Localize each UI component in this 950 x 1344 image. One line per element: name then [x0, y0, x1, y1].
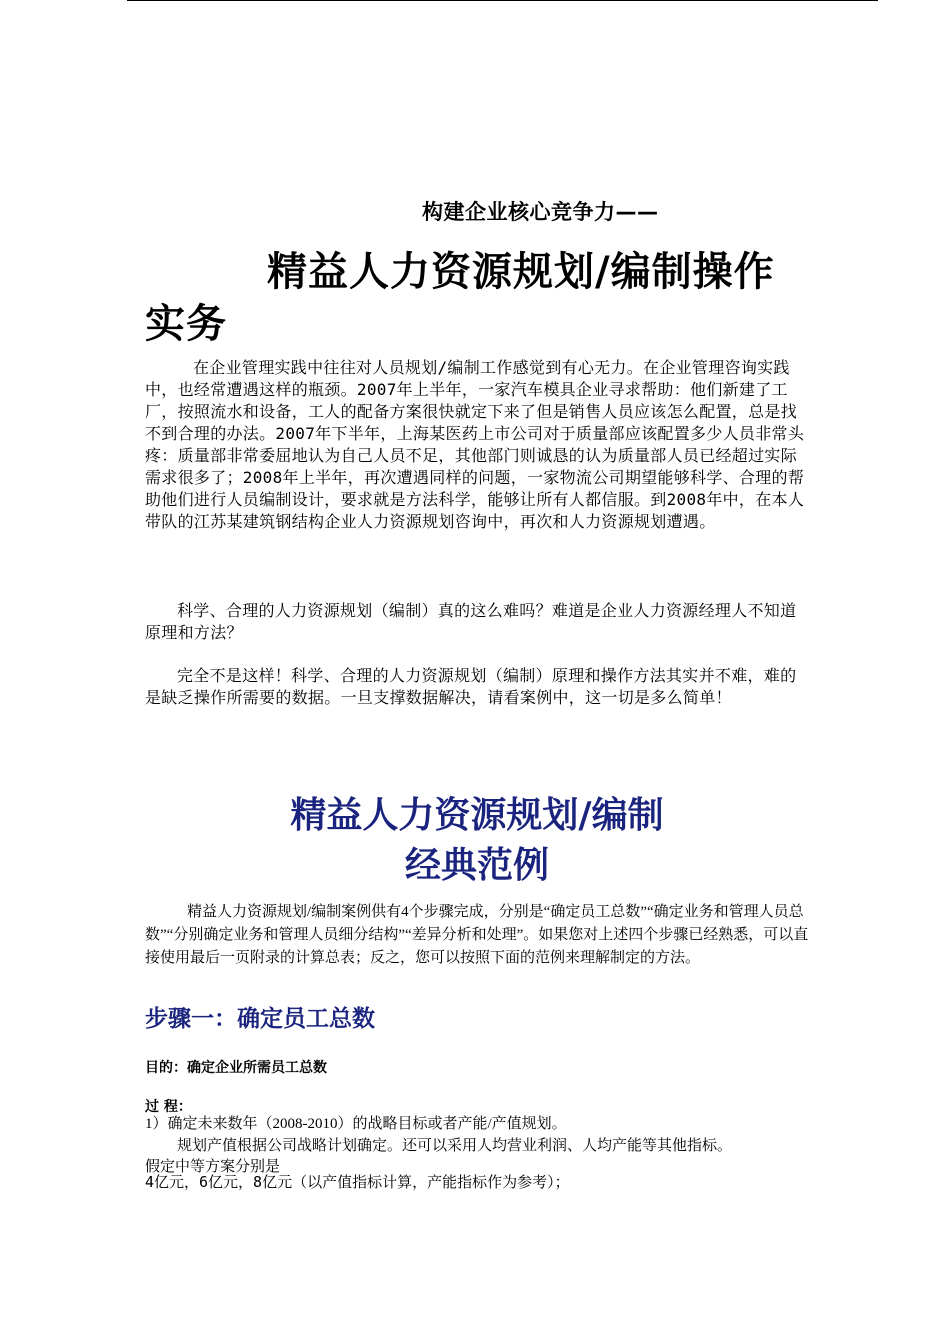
header-rule — [127, 0, 878, 1]
document-title: 精益人力资源规划/编制操作实务 — [145, 249, 775, 347]
process-line-4: 4亿元，6亿元，8亿元（以产值指标计算，产能指标作为参考）； — [145, 1173, 570, 1191]
step-one-process-label: 过 程： — [145, 1099, 192, 1115]
process-line-1: 1）确定未来数年（2008-2010）的战略目标或者产能/产值规划。 — [145, 1116, 567, 1132]
intro-paragraph: 在企业管理实践中往往对人员规划/编制工作感觉到有心无力。在企业管理咨询实践中，也经常遭遇这样的瓶颈。2007年上半年，一家汽车模具企业寻求帮助：他们新建了工厂，按照流水和设备，工人的配备方案很快就定下来了但是销售人员应该怎么配置，总是找不到合理的办法。2007年下半年，上海某医药上市公司对于质量部应该配置多少人员非常头疼：质量部非常委屈地认为自己人员不足，其他部门则诚恳的认为质量部人员已经超过实际需求很多了；2008年上半年，再次遭遇同样的问题，一家物流公司期望能够科学、合理的帮助他们进行人员编制设计，要求就是方法科学，能够让所有人都信服。到2008年中，在本人带队的江苏某建筑钢结构企业人力资源规划咨询中，再次和人力资源规划遭遇。 — [145, 358, 805, 531]
answer-paragraph: 完全不是这样！科学、合理的人力资源规划（编制）原理和操作方法其实并不难，难的是缺乏操作所需要的数据。一旦支撑数据解决，请看案例中，这一切是多么简单！ — [145, 666, 797, 707]
example-section-title — [145, 791, 809, 891]
example-title-line-2: 经典范例 — [404, 845, 549, 886]
example-title-line-1: 精益人力资源规划/编制 — [290, 795, 664, 836]
step-one-heading: 步骤一：确定员工总数 — [145, 1006, 375, 1032]
process-line-3: 假定中等方案分别是 — [145, 1157, 281, 1175]
step-one-purpose: 目的：确定企业所需员工总数 — [145, 1060, 327, 1076]
example-intro-paragraph: 精益人力资源规划/编制案例供有4个步骤完成，分别是“确定员工总数”“确定业务和管理人员总数”“分别确定业务和管理人员细分结构”“差异分析和处理”。如果您对上述四个步骤已经熟悉，可以直接使用最后一页附录的计算总表；反之，您可以按照下面的范例来理解制定的方法。 — [145, 904, 809, 966]
document-subtitle: 构建企业核心竞争力—— — [422, 200, 659, 224]
question-paragraph: 科学、合理的人力资源规划（编制）真的这么难吗？难道是企业人力资源经理人不知道原理和方法？ — [145, 601, 797, 642]
process-line-2: 规划产值根据公司战略计划确定。还可以采用人均营业利润、人均产能等其他指标。 — [177, 1136, 733, 1154]
